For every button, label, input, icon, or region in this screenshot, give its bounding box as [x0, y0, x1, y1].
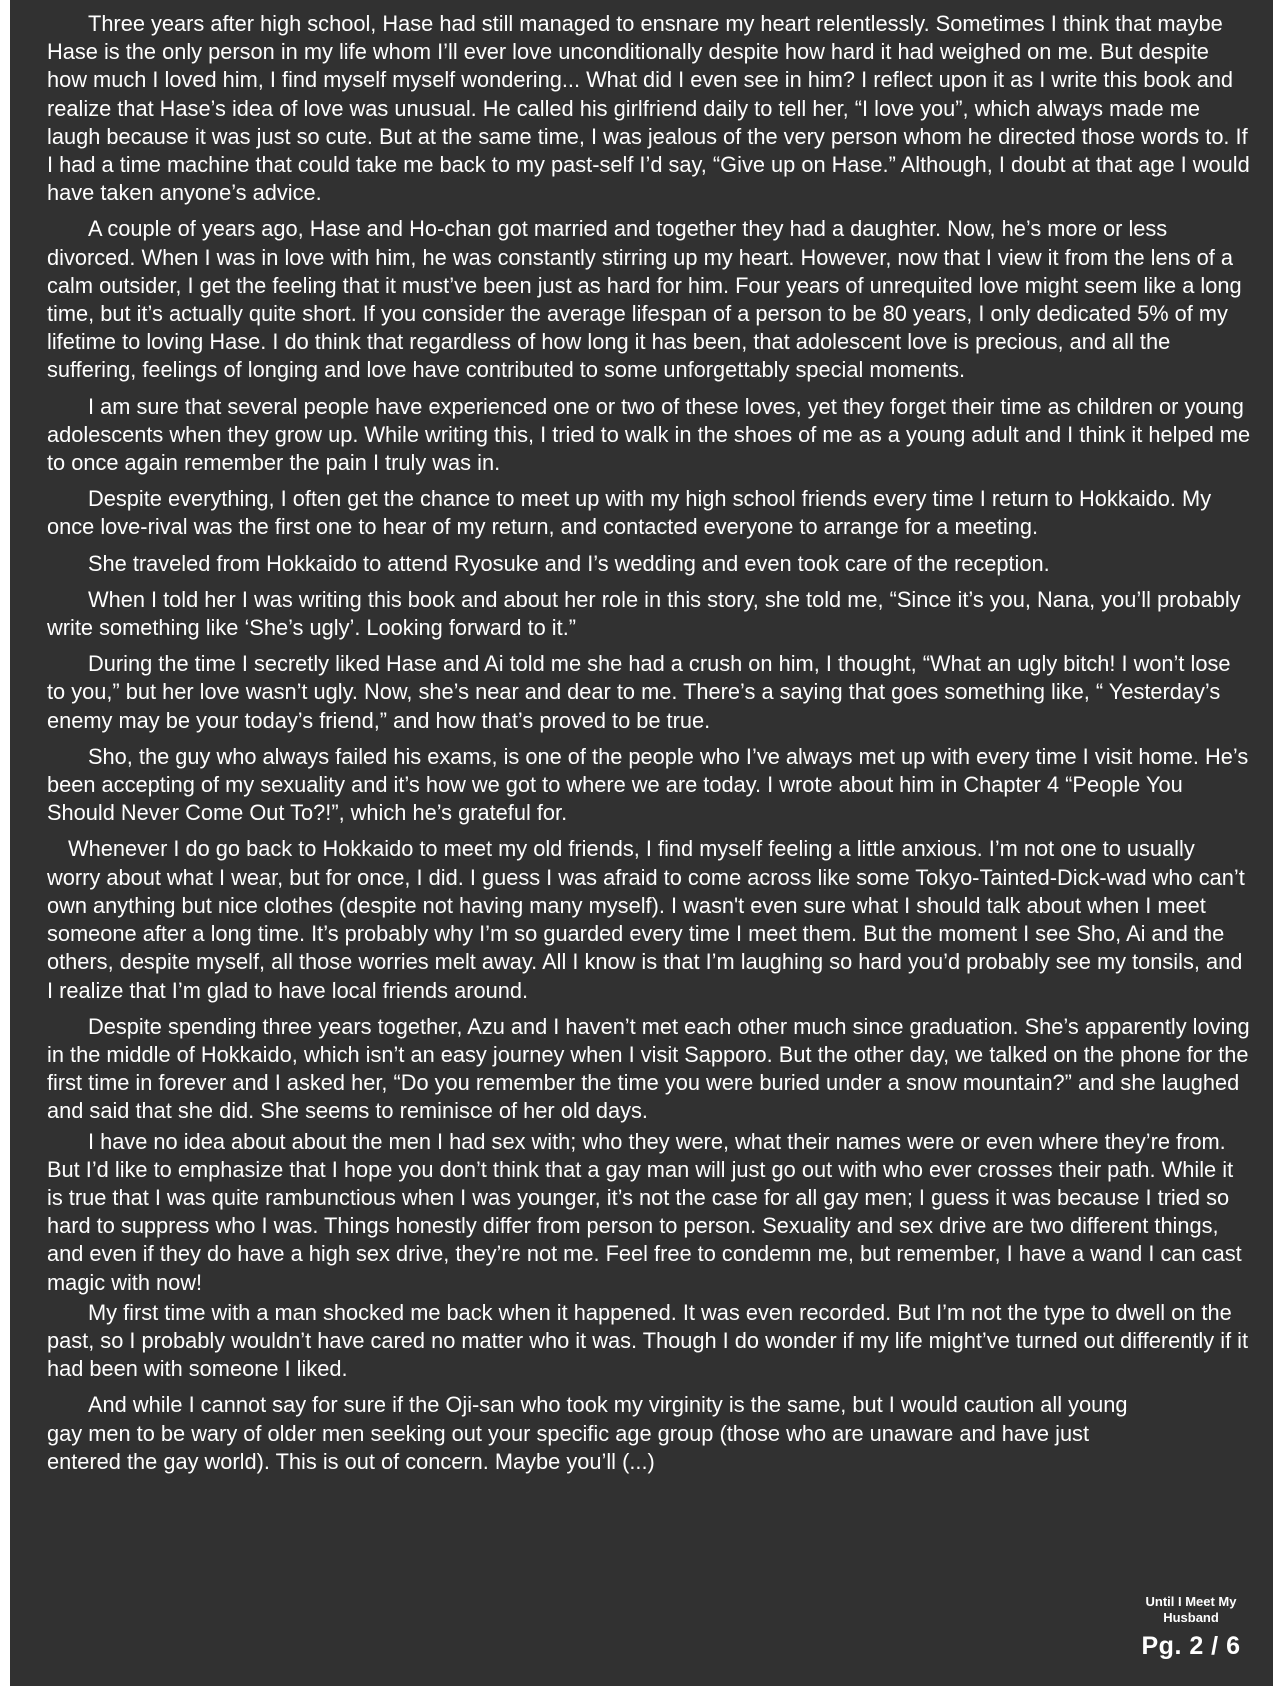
document-page	[10, 0, 1273, 1686]
body-text	[47, 10, 1252, 1484]
paragraph-5: She traveled from Hokkaido to attend Ryosuke and I’s wedding and even took care of the reception.	[88, 550, 1050, 576]
page-footer	[1131, 1594, 1251, 1661]
paragraph-2: A couple of years ago, Hase and Ho-chan got married and together they had a daughter. Now, he’s more or less divorced. When I was in love with him, he was constantly stirring up my heart. However, now that I view it from the lens of a calm outsider, I get the feeling that it must’ve been just as hard for him. Four years of unrequited love might seem like a long time, but it’s actually quite short. If you consider the average lifespan of a person to be 80 years, I only dedicated 5% of my lifetime to loving Hase. I do think that regardless of how long it has been, that adolescent love is precious, and all the suffering, feelings of longing and love have contributed to some unforgettably special moments.	[47, 216, 1242, 383]
paragraph-4: Despite everything, I often get the chance to meet up with my high school friends every time I return to Hokkaido. My once love-rival was the first one to hear of my return, and contacted everyone to arrange for a meeting.	[47, 486, 1212, 540]
paragraph-1: Three years after high school, Hase had still managed to ensnare my heart relentlessly. Sometimes I think that maybe Hase is the only person in my life whom I’ll ever love unconditionally despite how hard it had weighed on me. But despite how much I loved him, I find myself myself wondering... What did I even see in him? I reflect upon it as I write this book and realize that Hase’s idea of love was unusual. He called his girlfriend daily to tell her, “I love you”, which always made me laugh because it was just so cute. But at the same time, I was jealous of the very person whom he directed those words to. If I had a time machine that could take me back to my past-self I’d say, “Give up on Hase.” Although, I doubt at that age I would have taken anyone’s advice.	[47, 11, 1250, 206]
paragraph-3: I am sure that several people have experienced one or two of these loves, yet they forget their time as children or young adolescents when they grow up. While writing this, I tried to walk in the shoes of me as a young adult and I think it helped me to once again remember the pain I truly was in.	[47, 393, 1251, 476]
paragraph-7: During the time I secretly liked Hase and Ai told me she had a crush on him, I thought, “What an ugly bitch! I won’t lose to you,” but her love wasn’t ugly. Now, she’s near and dear to me. There’s a saying that goes something like, “ Yesterday’s enemy may be your today’s friend,” and how that’s proved to be true.	[47, 651, 1231, 733]
paragraph-9: Whenever I do go back to Hokkaido to meet my old friends, I find myself feeling a little anxious. I’m not one to usually worry about what I wear, but for once, I did. I guess I was afraid to come across like some Tokyo-Tainted-Dick-wad who can’t own anything but nice clothes (despite not having many myself). I wasn't even sure what I should talk about when I meet someone after a long time. It’s probably why I’m so guarded every time I meet them. But the moment I see Sho, Ai and the others, despite myself, all those worries melt away. All I know is that I’m laughing so hard you’d probably see my tonsils, and I realize that I’m glad to have local friends around.	[47, 836, 1245, 1003]
paragraph-8: Sho, the guy who always failed his exams, is one of the people who I’ve always met up with every time I visit home. He’s been accepting of my sexuality and it’s how we got to where we are today. I wrote about him in Chapter 4 “People You Should Never Come Out To?!”, which he’s grateful for.	[47, 743, 1249, 826]
paragraph-6: When I told her I was writing this book and about her role in this story, she told me, “Since it’s you, Nana, you’ll probably write something like ‘She’s ugly’. Looking forward to it.”	[47, 586, 1241, 641]
book-title: Until I Meet My Husband	[1145, 1594, 1237, 1625]
paragraph-11: I have no idea about about the men I had sex with; who they were, what their names were or even where they’re from. But I’d like to emphasize that I hope you don’t think that a gay man will just go out with who ever crosses their path. While it is true that I was quite rambunctious when I was younger, it’s not the case for all gay men; I guess it was because I tried so hard to suppress who I was. Things honestly differ from person to person. Sexuality and sex drive are two different things, and even if they do have a high sex drive, they’re not me. Feel free to condemn me, but remember, I have a wand I can cast magic with now!	[47, 1128, 1242, 1295]
page-number: Pg. 2 / 6	[1141, 1632, 1241, 1660]
paragraph-13: And while I cannot say for sure if the Oji-san who took my virginity is the same, but I would caution all young gay men to be wary of older men seeking out your specific age group (those who are unaware and have just entered the gay world). This is out of concern. Maybe you’ll (...)	[47, 1392, 1128, 1474]
paragraph-10: Despite spending three years together, Azu and I haven’t met each other much since graduation. She’s apparently loving in the middle of Hokkaido, which isn’t an easy journey when I visit Sapporo. But the other day, we talked on the phone for the first time in forever and I asked her, “Do you remember the time you were buried under a snow mountain?” and she laughed and said that she did. She seems to reminisce of her old days.	[47, 1013, 1250, 1124]
paragraph-12: My first time with a man shocked me back when it happened. It was even recorded. But I’m not the type to dwell on the past, so I probably wouldn’t have cared no matter who it was. Though I do wonder if my life might’ve turned out differently if it had been with someone I liked.	[47, 1299, 1249, 1382]
